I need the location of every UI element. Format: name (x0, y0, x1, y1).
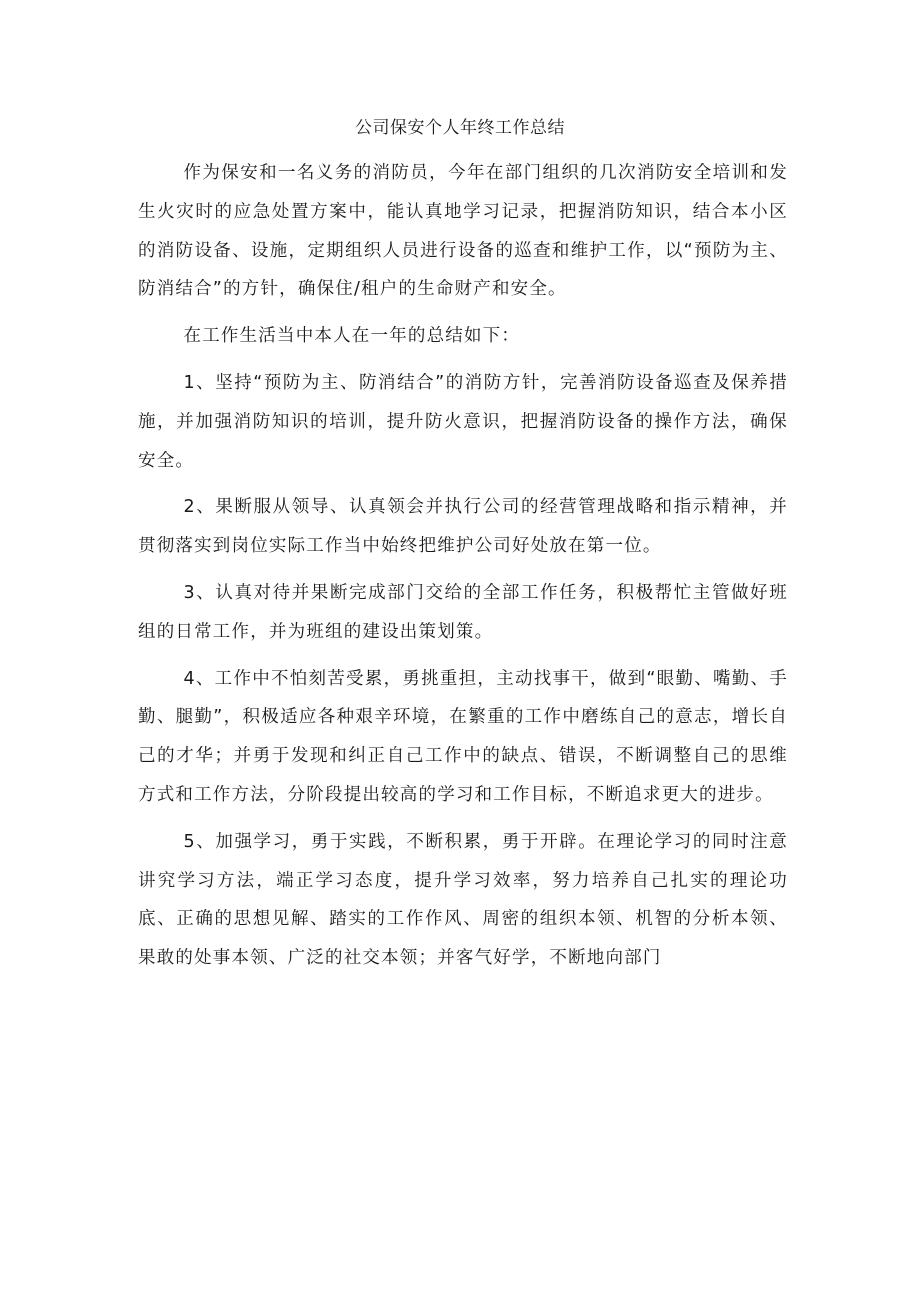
document-title: 公司保安个人年终工作总结 (355, 118, 565, 138)
paragraph-item-3: 3、认真对待并果断完成部门交给的全部工作任务，积极帮忙主管做好班组的日常工作，并为班组的建设出策划策。 (138, 582, 788, 642)
paragraph-item-1: 1、坚持“预防为主、防消结合”的消防方针，完善消防设备巡查及保养措施，并加强消防知识的培训，提升防火意识，把握消防设备的操作方法，确保安全。 (138, 372, 788, 471)
document-body (138, 154, 788, 978)
paragraph-summary-lead: 在工作生活当中本人在一年的总结如下： (183, 326, 521, 347)
paragraph-item-5: 5、加强学习，勇于实践，不断积累，勇于开辟。在理论学习的同时注意讲究学习方法，端正学习态度，提升学习效率，努力培养自己扎实的理论功底、正确的思想见解、踏实的工作作风、周密的组织本领、机智的分析本领、果敢的处事本领、广泛的社交本领；并客气好学，不断地向部门 (138, 831, 788, 969)
paragraph-item-4: 4、工作中不怕刻苦受累，勇挑重担，主动找事干，做到“眼勤、嘴勤、手勤、腿勤”，积极适应各种艰辛环境，在繁重的工作中磨练自己的意志，增长自己的才华；并勇于发现和纠正自己工作中的缺点、错误，不断调整自己的思维方式和工作方法，分阶段提出较高的学习和工作目标，不断追求更大的进步。 (138, 668, 788, 805)
paragraph-intro: 作为保安和一名义务的消防员，今年在部门组织的几次消防安全培训和发生火灾时的应急处置方案中，能认真地学习记录，把握消防知识，结合本小区的消防设备、设施，定期组织人员进行设备的巡查和维护工作，以“预防为主、防消结合”的方针，确保住/租户的生命财产和安全。 (138, 163, 788, 300)
paragraph-item-2: 2、果断服从领导、认真领会并执行公司的经营管理战略和指示精神，并贯彻落实到岗位实际工作当中始终把维护公司好处放在第一位。 (138, 497, 788, 557)
